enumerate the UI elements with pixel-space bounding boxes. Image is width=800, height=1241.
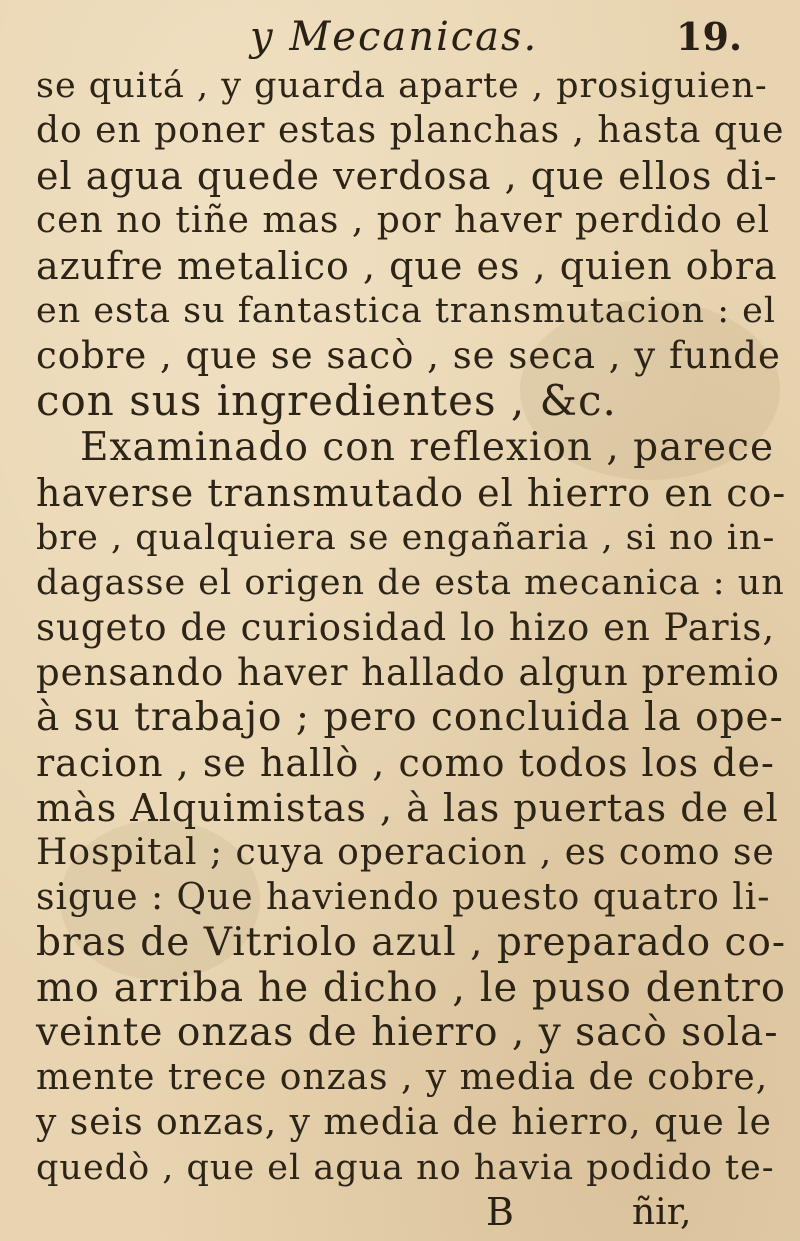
text-line: con sus ingredientes , &c. — [36, 376, 617, 425]
text-line: dagasse el origen de esta mecanica : un — [36, 563, 785, 603]
text-line: Examinado con reflexion , parece — [80, 425, 775, 470]
running-head: y Mecanicas. — [250, 14, 539, 60]
text-line: haverse transmutado el hierro en co- — [36, 471, 787, 515]
text-line: mo arriba he dicho , le puso dentro — [36, 965, 786, 1011]
text-line: màs Alquimistas , à las puertas de el — [36, 786, 779, 830]
page-header — [0, 8, 800, 60]
signature-mark: B — [486, 1190, 514, 1234]
text-line: Hospital ; cuya operacion , es como se — [36, 832, 775, 873]
text-line: se quitá , y guarda aparte , prosiguien- — [36, 66, 768, 106]
catchword: ñir, — [632, 1192, 692, 1233]
text-line: racion , se hallò , como todos los de- — [36, 741, 775, 785]
text-line: cobre , que se sacò , se seca , y funde — [36, 334, 781, 377]
text-line: sugeto de curiosidad lo hizo en Paris, — [36, 606, 776, 649]
text-line: do en poner estas planchas , hasta que — [36, 110, 785, 151]
text-line: y seis onzas, y media de hierro, que le — [36, 1102, 772, 1143]
text-line: bre , qualquiera se engañaria , si no in- — [36, 518, 776, 558]
text-line: veinte onzas de hierro , y sacò sola- — [36, 1010, 779, 1055]
page-footer — [0, 1190, 800, 1240]
text-line: bras de Vitriolo azul , preparado co- — [36, 920, 787, 965]
text-line: pensando haver hallado algun premio — [36, 651, 780, 694]
text-line: mente trece onzas , y media de cobre, — [36, 1057, 769, 1098]
text-line: quedò , que el agua no havia podido te- — [36, 1148, 775, 1188]
text-line: el agua quede verdosa , que ellos di- — [36, 154, 778, 198]
text-line: en esta su fantastica transmutacion : el — [36, 291, 777, 331]
text-line: sigue : Que haviendo puesto quatro li- — [36, 877, 771, 918]
text-line: azufre metalico , que es , quien obra — [36, 244, 778, 288]
text-line: à su trabajo ; pero concluida la ope- — [36, 695, 784, 740]
page-number: 19. — [676, 14, 743, 59]
text-line: cen no tiñe mas , por haver perdido el — [36, 200, 771, 241]
